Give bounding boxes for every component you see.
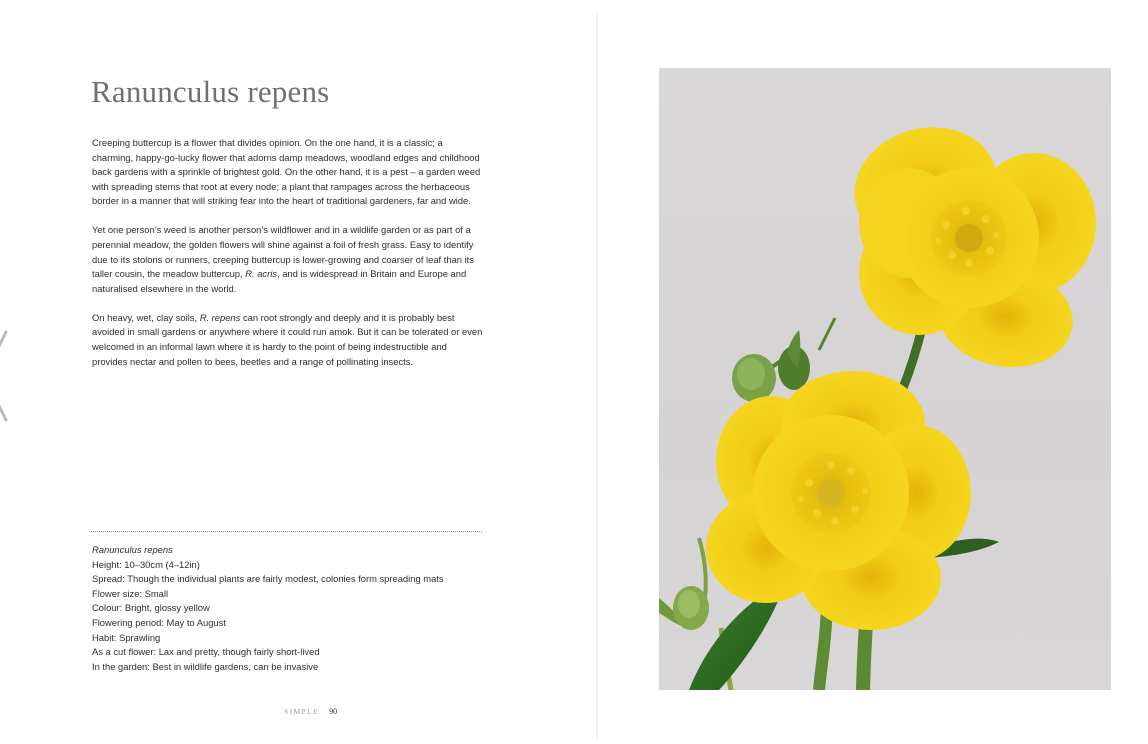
fact-flowering-period: Flowering period: May to August: [92, 616, 226, 628]
body-paragraph-1: Creeping buttercup is a flower that divides opinion. On the one hand, it is a classic; a charming, happy-go-lucky flower that adorns damp meadows, woodland edges and childhood back gardens with a sprinkle of brightest gold. On the other hand, it is a pest – a garden weed with spreading stems that root at every node; a plant that rampages across the herbaceous border in a manner that will striking fear into the heart of traditional gardeners, far and wide.: [92, 137, 481, 207]
footer-section: SIMPLE: [284, 707, 320, 716]
fact-spread: Spread: Though the individual plants are fairly modest, colonies form spreading mats: [92, 573, 444, 585]
species-name-italic: R. repens: [199, 311, 241, 323]
fact-flower-size: Flower size: Small: [92, 587, 169, 599]
body-text: [92, 136, 484, 383]
page-title: Ranunculus repens: [91, 74, 330, 109]
body-paragraph-3: On heavy, wet, clay soils, R. repens can root strongly and deeply and it is probably best avoided in small gardens or anywhere where it could run amok. But it can be tolerated or even welcomed in an informal lawn where it is hardy to the point of being indestructible and provides nectar and pollen to bees, beetles and a range of pollinating insects.: [92, 311, 483, 367]
body-paragraph-2: Yet one person’s weed is another person’s wildflower and in a wildlife garden or as part of a perennial meadow, the golden flowers will shine against a foil of fresh grass. Easy to identify due to its stolons or runners, creeping buttercup is lower-growing and coarser of leaf than its taller cousin, the meadow buttercup, R. acris, and is widespread in Britain and Europe and naturalised elsewhere in the world.: [92, 224, 474, 294]
fact-in-the-garden: In the garden: Best in wildlife gardens, can be invasive: [92, 660, 319, 672]
facts-plant-name: Ranunculus repens: [92, 544, 173, 555]
species-name-italic: R. acris: [245, 268, 277, 280]
buttercup-image: [659, 68, 1111, 690]
page-footer: [284, 707, 337, 716]
fact-height: Height: 10–30cm (4–12in): [92, 558, 200, 570]
page-number: 90: [329, 707, 338, 716]
fact-colour: Colour: Bright, glossy yellow: [92, 602, 210, 614]
fact-cut-flower: As a cut flower: Lax and pretty, though fairly short-lived: [92, 646, 320, 658]
fact-habit: Habit: Sprawling: [92, 631, 161, 643]
previous-page-button[interactable]: [0, 330, 12, 422]
chevron-left-icon: [0, 330, 12, 422]
buttercup-photo: [659, 68, 1111, 690]
dotted-divider: [91, 531, 482, 532]
plant-facts: [92, 543, 492, 674]
